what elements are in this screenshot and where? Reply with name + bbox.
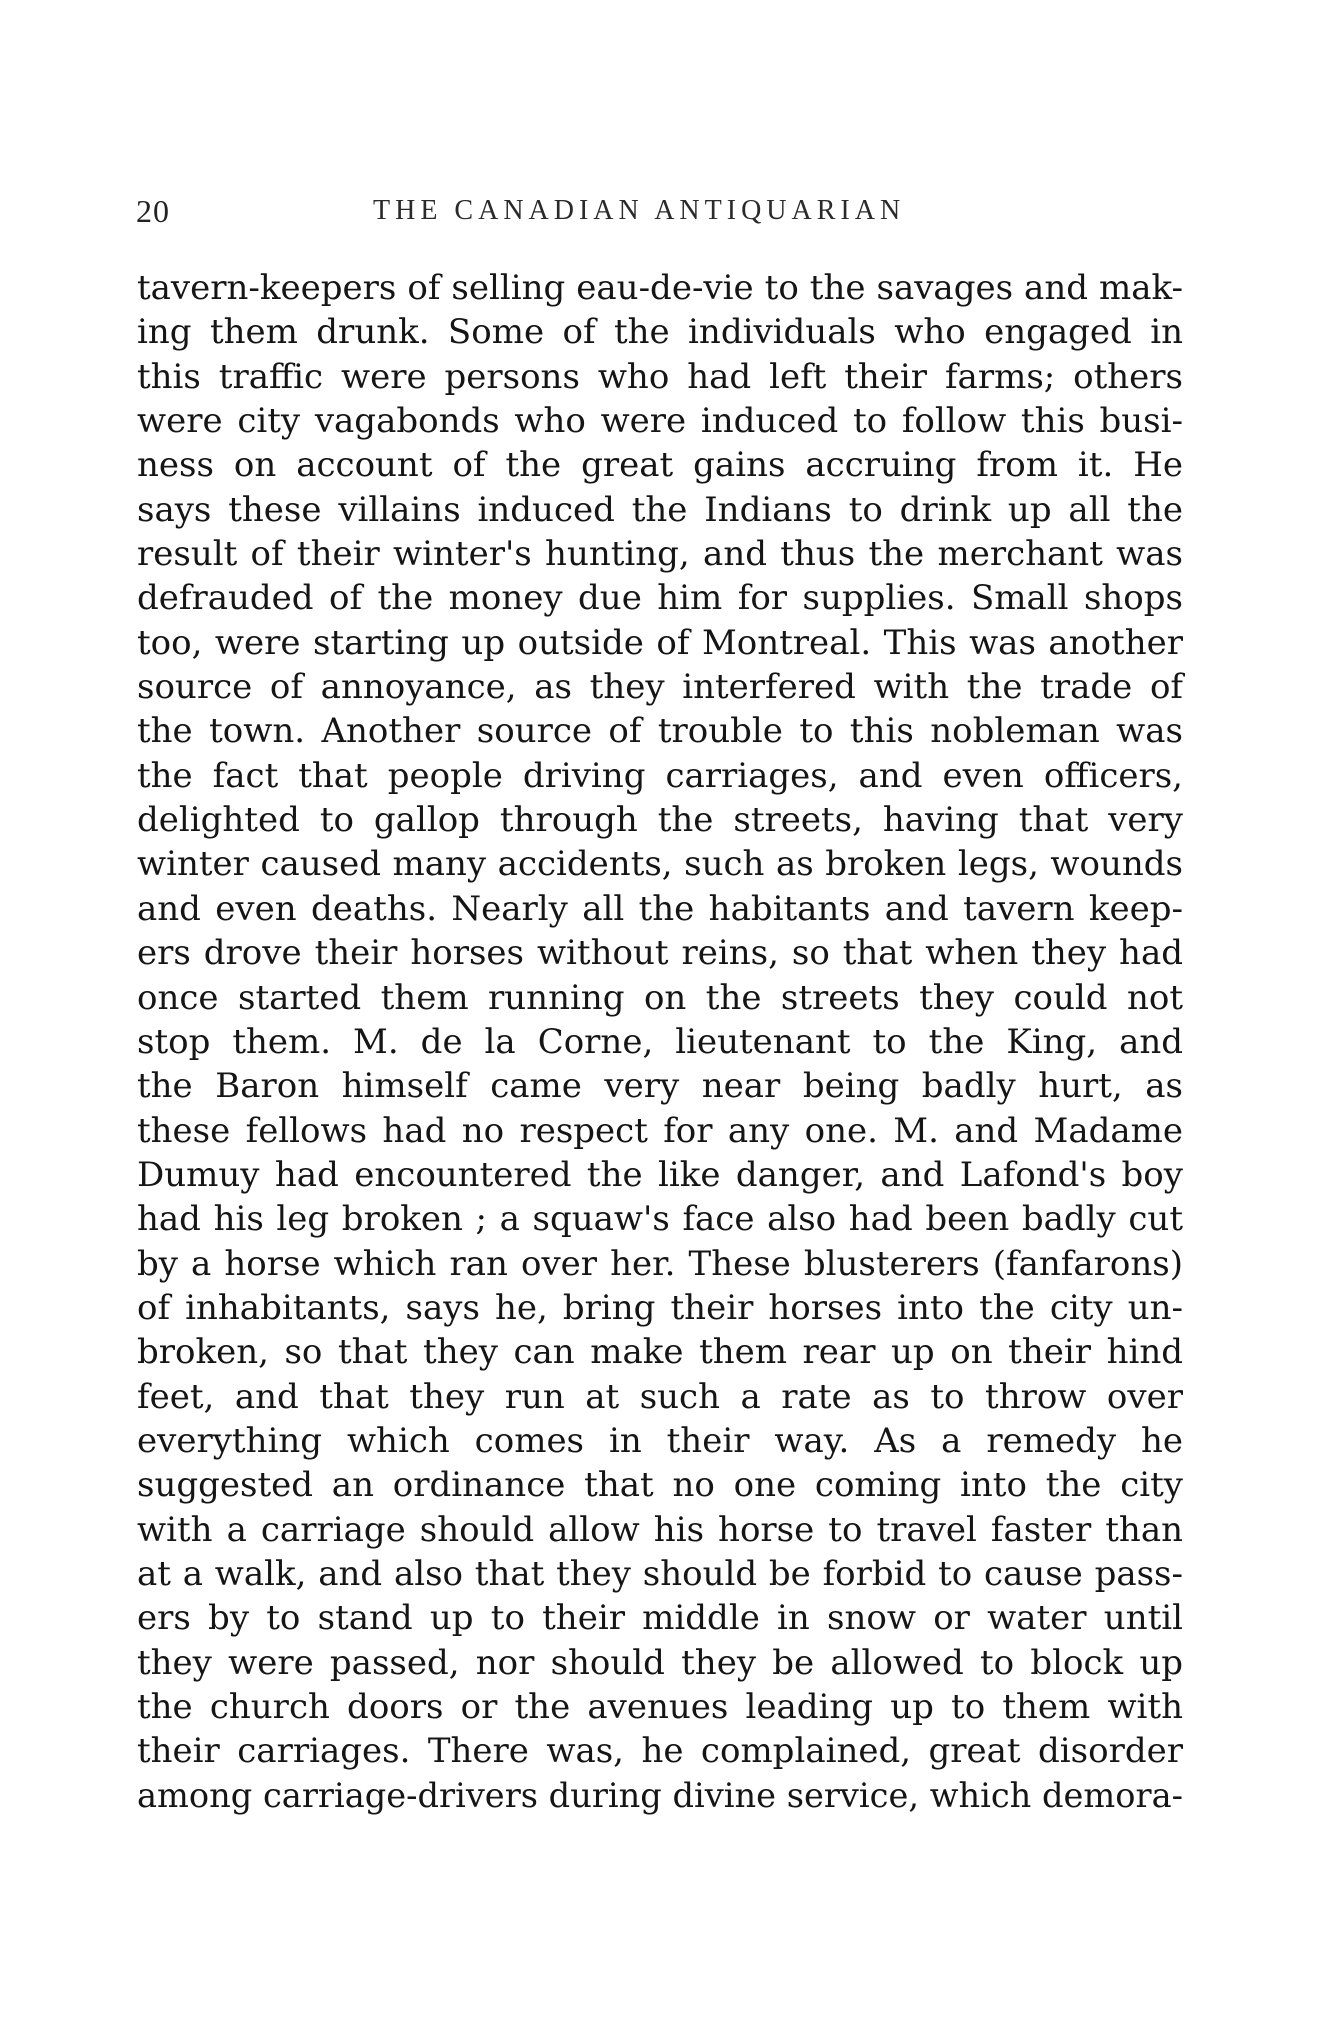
running-head <box>136 193 1196 233</box>
text-line: at a walk, and also that they should be forbid to cause pass- <box>137 1553 1183 1594</box>
text-line: source of annoyance, as they interfered with the trade of <box>137 667 1183 708</box>
text-line: the church doors or the avenues leading up to them with <box>137 1687 1183 1727</box>
text-line: and even deaths. Nearly all the habitants and tavern keep- <box>137 888 1183 929</box>
text-line: with a carriage should allow his horse to travel faster than <box>137 1509 1183 1550</box>
text-line: ers by to stand up to their middle in snow or water until <box>137 1598 1183 1639</box>
text-line: tavern-keepers of selling eau-de-vie to the savages and mak- <box>137 268 1183 308</box>
text-line: too, were starting up outside of Montreal. This was another <box>137 622 1183 663</box>
text-line: ers drove their horses without reins, so that when they had <box>137 933 1183 974</box>
text-line: they were passed, nor should they be allowed to block up <box>137 1642 1183 1683</box>
text-line: broken, so that they can make them rear up on their hind <box>137 1332 1183 1373</box>
text-line: everything which comes in their way. As a remedy he <box>137 1420 1183 1461</box>
text-line: were city vagabonds who were induced to follow this busi- <box>137 401 1183 442</box>
text-line: the town. Another source of trouble to this nobleman was <box>137 711 1183 752</box>
body-text <box>137 266 1183 1818</box>
text-line: their carriages. There was, he complained, great disorder <box>137 1731 1183 1772</box>
text-line: this traffic were persons who had left their farms; others <box>137 356 1183 397</box>
text-line: by a horse which ran over her. These blusterers (fanfarons) <box>137 1243 1183 1284</box>
text-line: once started them running on the streets they could not <box>137 977 1183 1018</box>
text-line: suggested an ordinance that no one coming into the city <box>137 1465 1183 1506</box>
text-line: had his leg broken ; a squaw's face also had been badly cut <box>137 1199 1183 1240</box>
text-line: Dumuy had encountered the like danger, and Lafond's boy <box>137 1154 1183 1195</box>
text-line: defrauded of the money due him for supplies. Small shops <box>137 578 1183 619</box>
page-number: 20 <box>136 193 170 229</box>
text-line: of inhabitants, says he, bring their horses into the city un- <box>137 1287 1183 1328</box>
text-line: among carriage-drivers during divine service, which demora- <box>137 1775 1183 1816</box>
text-line: winter caused many accidents, such as broken legs, wounds <box>137 844 1183 885</box>
text-line: these fellows had no respect for any one. M. and Madame <box>137 1110 1183 1151</box>
text-line: the Baron himself came very near being badly hurt, as <box>137 1066 1183 1107</box>
text-line: the fact that people driving carriages, and even officers, <box>137 755 1183 796</box>
text-line: delighted to gallop through the streets, having that very <box>137 800 1183 841</box>
text-line: ing them drunk. Some of the individuals who engaged in <box>137 312 1183 353</box>
text-line: feet, and that they run at such a rate as to throw over <box>137 1376 1183 1417</box>
text-line: ness on account of the great gains accruing from it. He <box>137 445 1183 486</box>
running-title: THE CANADIAN ANTIQUARIAN <box>373 195 906 226</box>
text-line: stop them. M. de la Corne, lieutenant to the King, and <box>137 1021 1183 1062</box>
text-line: result of their winter's hunting, and thus the merchant was <box>137 534 1183 575</box>
text-line: says these villains induced the Indians to drink up all the <box>137 489 1183 530</box>
